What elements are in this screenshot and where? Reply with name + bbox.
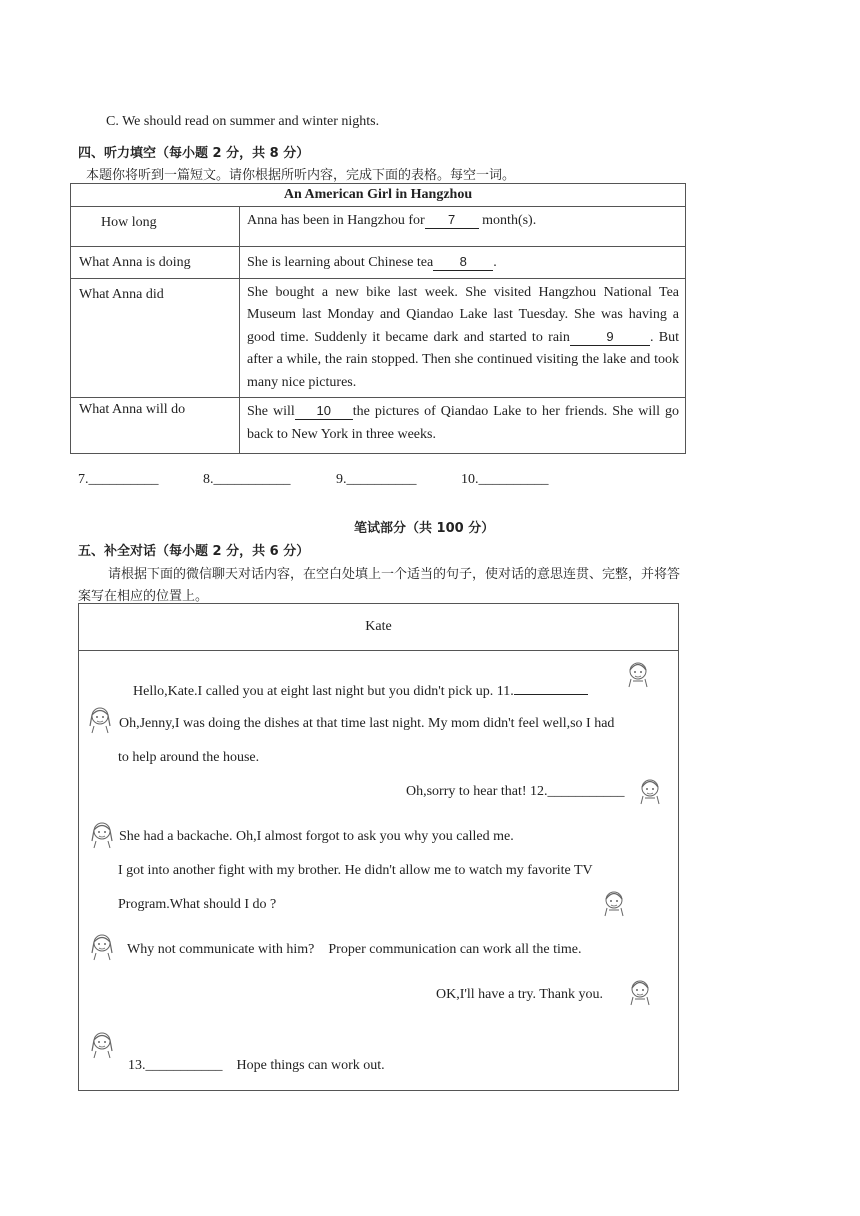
section4-heading: 四、听力填空（每小题 2 分，共 8 分） — [78, 146, 310, 161]
answer-9[interactable]: 9.__________ — [336, 472, 417, 487]
blank-11[interactable] — [514, 682, 588, 695]
girl-avatar-icon — [637, 776, 663, 806]
girl-avatar-icon — [89, 1029, 115, 1059]
table-row — [71, 247, 686, 279]
chat-window — [78, 603, 679, 1091]
blank-10: 10 — [295, 403, 353, 420]
blank-8: 8 — [433, 254, 493, 271]
table-row — [71, 278, 686, 398]
chat-message: Oh,sorry to hear that! 12.___________ — [406, 784, 625, 799]
section5-instruction-line1: 请根据下面的微信聊天对话内容，在空白处填上一个适当的句子，使对话的意思连贯、完整，并将答 — [108, 567, 681, 582]
table-row — [71, 207, 686, 247]
girl-avatar-icon — [601, 888, 627, 918]
row-content: Anna has been in Hangzhou for 7 month(s). — [240, 207, 686, 247]
answer-7[interactable]: 7.__________ — [78, 472, 159, 487]
section5-instruction-line2: 案写在相应的位置上。 — [78, 589, 209, 604]
answer-10[interactable]: 10.__________ — [461, 472, 549, 487]
chat-message: She had a backache. Oh,I almost forgot to ask you why you called me. — [119, 829, 514, 844]
girl-avatar-icon — [627, 977, 653, 1007]
girl-avatar-icon — [89, 819, 115, 849]
girl-avatar-icon — [89, 931, 115, 961]
chat-message: Hello,Kate.I called you at eight last night but you didn't pick up. 11. — [133, 682, 588, 700]
chat-message: OK,I'll have a try. Thank you. — [436, 987, 603, 1002]
chat-header-name: Kate — [79, 604, 678, 651]
chat-message: to help around the house. — [118, 750, 260, 765]
listening-table — [70, 183, 686, 454]
row-label: What Anna did — [71, 278, 240, 398]
row-label: How long — [71, 207, 240, 247]
chat-message: I got into another fight with my brother. He didn't allow me to watch my favorite TV — [118, 863, 593, 878]
row-content: She will 10 the pictures of Qiandao Lake to her friends. She will go back to New York in three weeks. — [240, 398, 686, 454]
chat-message: Oh,Jenny,I was doing the dishes at that time last night. My mom didn't feel well,so I had — [119, 716, 615, 731]
option-c: C. We should read on summer and winter nights. — [106, 114, 380, 129]
girl-avatar-icon — [625, 659, 651, 689]
row-content: She is learning about Chinese tea 8 . — [240, 247, 686, 279]
chat-message: Why not communicate with him? Proper communication can work all the time. — [127, 942, 582, 957]
chat-message: 13.___________ Hope things can work out. — [128, 1058, 385, 1073]
row-label: What Anna is doing — [71, 247, 240, 279]
section5-heading: 五、补全对话（每小题 2 分，共 6 分） — [78, 544, 310, 559]
chat-message: Program.What should I do ? — [118, 897, 277, 912]
table-title: An American Girl in Hangzhou — [71, 184, 686, 207]
girl-avatar-icon — [87, 704, 113, 734]
section4-instruction: 本题你将听到一篇短文。请你根据所听内容，完成下面的表格。每空一词。 — [86, 168, 516, 183]
blank-7: 7 — [425, 212, 479, 229]
row-label: What Anna will do — [71, 398, 240, 454]
written-part-title: 笔试部分（共 100 分） — [354, 521, 495, 536]
answer-8[interactable]: 8.___________ — [203, 472, 291, 487]
row-content: She bought a new bike last week. She visited Hangzhou National Tea Museum last Monday and Qiandao Lake last Tuesday. She was having a good time. Suddenly it became dark and started to rain 9 . But after a while, the rain stopped. Then she continued visiting the lake and took many nice pictures. — [240, 278, 686, 398]
table-row — [71, 398, 686, 454]
blank-9: 9 — [570, 329, 650, 346]
